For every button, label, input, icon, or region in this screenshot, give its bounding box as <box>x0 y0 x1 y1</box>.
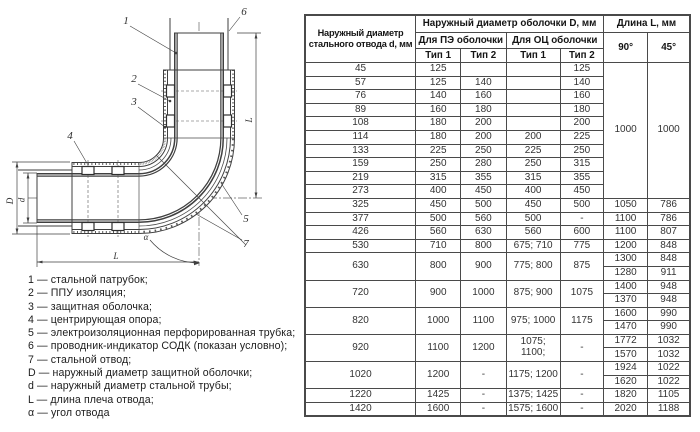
cell-pe-type2: 800 <box>461 239 506 253</box>
legend-item: 3 — защитная оболочка; <box>28 300 153 313</box>
cell-pe-type1: 225 <box>416 144 461 158</box>
header-pe-casing: Для ПЭ оболочки <box>416 33 506 49</box>
cell-oc-type2: 775 <box>560 239 603 253</box>
cell-oc-type1: 560 <box>506 226 560 240</box>
label-L-horizontal: L <box>113 251 119 261</box>
label-alpha: α <box>143 232 149 242</box>
cell-oc-type1: 975; 1000 <box>506 307 560 334</box>
cell-pe-type1: 400 <box>416 185 461 199</box>
cell-l90: 1924 <box>604 362 648 376</box>
cell-oc-type2: 250 <box>560 144 603 158</box>
cell-pe-type2: 355 <box>461 171 506 185</box>
header-angle-90: 90° <box>604 33 648 63</box>
label-d: d <box>16 197 27 203</box>
cell-l45: 1188 <box>648 402 690 416</box>
cell-oc-type1: 775; 800 <box>506 253 560 280</box>
table-row <box>305 212 690 226</box>
cell-oc-type2: 180 <box>560 103 603 117</box>
cell-d: 720 <box>305 280 416 307</box>
legend-item: 2 — ППУ изоляция; <box>28 287 126 300</box>
cell-d: 377 <box>305 212 416 226</box>
legend-item: D — наружный диаметр защитной оболочки; <box>28 367 253 380</box>
cell-oc-type1: 200 <box>506 130 560 144</box>
cell-l45: 807 <box>648 226 690 240</box>
table-row <box>305 402 690 416</box>
cell-d: 108 <box>305 117 416 131</box>
callout-2: 2 <box>131 73 137 85</box>
cell-oc-type2: - <box>560 402 603 416</box>
cell-oc-type1: 1175; 1200 <box>506 362 560 389</box>
cell-pe-type2: 160 <box>461 90 506 104</box>
cell-pe-type2: 500 <box>461 198 506 212</box>
cell-oc-type1: 400 <box>506 185 560 199</box>
header-steel-diameter: Наружный диаметр стального отвода d, мм <box>305 15 416 63</box>
cell-oc-type2: - <box>560 212 603 226</box>
cell-oc-type2: 200 <box>560 117 603 131</box>
cell-l90: 1200 <box>604 239 648 253</box>
callout-4: 4 <box>67 130 73 142</box>
label-D: D <box>5 197 15 205</box>
cell-oc-type1 <box>506 103 560 117</box>
cell-l90: 1820 <box>604 389 648 403</box>
legend <box>28 274 295 420</box>
cell-d: 426 <box>305 226 416 240</box>
cell-l90: 1772 <box>604 334 648 348</box>
cell-pe-type1: 250 <box>416 158 461 172</box>
cell-d: 76 <box>305 90 416 104</box>
cell-pe-type1: 450 <box>416 198 461 212</box>
cell-pe-type2: 560 <box>461 212 506 226</box>
dimension-L-vertical <box>237 33 261 198</box>
cell-l90: 1370 <box>604 294 648 308</box>
cell-d: 1020 <box>305 362 416 389</box>
cell-oc-type1: 1375; 1425 <box>506 389 560 403</box>
cell-pe-type2: 200 <box>461 130 506 144</box>
cell-oc-type2: 160 <box>560 90 603 104</box>
cell-l45: 911 <box>648 266 690 280</box>
cell-pe-type2: 180 <box>461 103 506 117</box>
cell-pe-type2: - <box>461 362 506 389</box>
cell-oc-type2: 500 <box>560 198 603 212</box>
cell-oc-type2: 875 <box>560 253 603 280</box>
cell-pe-type1: 180 <box>416 117 461 131</box>
table-row <box>305 198 690 212</box>
cell-pe-type1: 1600 <box>416 402 461 416</box>
callout-5: 5 <box>243 213 249 225</box>
header-oc-type1: Тип 1 <box>506 49 560 63</box>
legend-item: L — длина плеча отвода; <box>28 393 154 406</box>
cell-pe-type1: 180 <box>416 130 461 144</box>
cell-oc-type1: 875; 900 <box>506 280 560 307</box>
cell-l45: 848 <box>648 253 690 267</box>
cell-d: 114 <box>305 130 416 144</box>
cell-l90: 1470 <box>604 321 648 335</box>
cell-d: 159 <box>305 158 416 172</box>
cell-l90: 1400 <box>604 280 648 294</box>
table-header <box>305 15 690 63</box>
cell-l45: 990 <box>648 307 690 321</box>
cell-l90: 1050 <box>604 198 648 212</box>
cell-d: 219 <box>305 171 416 185</box>
cell-l90: 1600 <box>604 307 648 321</box>
table-body <box>305 63 690 417</box>
header-oc-casing: Для ОЦ оболочки <box>506 33 604 49</box>
cell-l45: 948 <box>648 280 690 294</box>
header-pe-type1: Тип 1 <box>416 49 461 63</box>
dimension-table-wrap <box>304 14 691 417</box>
angle-alpha <box>150 240 200 265</box>
cell-l45: 948 <box>648 294 690 308</box>
cell-pe-type1: 900 <box>416 280 461 307</box>
cell-oc-type2: - <box>560 334 603 361</box>
cell-pe-type2: - <box>461 402 506 416</box>
table-row <box>305 253 690 267</box>
cell-l90: 1280 <box>604 266 648 280</box>
cell-oc-type2: - <box>560 362 603 389</box>
cell-pe-type2: 140 <box>461 76 506 90</box>
cell-pe-type1: 1000 <box>416 307 461 334</box>
cell-oc-type2: 355 <box>560 171 603 185</box>
cell-l45: 786 <box>648 212 690 226</box>
legend-item: 4 — центрирующая опора; <box>28 313 162 326</box>
dimension-table <box>304 14 691 417</box>
cell-l90: 1570 <box>604 348 648 362</box>
table-row <box>305 63 690 77</box>
header-casing-diameter-group: Наружный диаметр оболочки D, мм <box>416 15 604 33</box>
cell-l45: 1032 <box>648 348 690 362</box>
cell-pe-type1: 500 <box>416 212 461 226</box>
cell-oc-type2: - <box>560 389 603 403</box>
cell-oc-type2: 140 <box>560 76 603 90</box>
cell-pe-type1: 125 <box>416 76 461 90</box>
cell-d: 325 <box>305 198 416 212</box>
cell-oc-type2: 1175 <box>560 307 603 334</box>
cell-pe-type2 <box>461 63 506 77</box>
cell-oc-type1 <box>506 90 560 104</box>
cell-pe-type1: 160 <box>416 103 461 117</box>
cell-l90: 1620 <box>604 375 648 389</box>
table-row <box>305 307 690 321</box>
cell-d: 630 <box>305 253 416 280</box>
cell-pe-type2: 280 <box>461 158 506 172</box>
cell-pe-type2: 450 <box>461 185 506 199</box>
cell-pe-type1: 1200 <box>416 362 461 389</box>
cell-oc-type1 <box>506 76 560 90</box>
header-oc-type2: Тип 2 <box>560 49 603 63</box>
cell-pe-type1: 315 <box>416 171 461 185</box>
cell-oc-type1: 225 <box>506 144 560 158</box>
cell-l45: 1000 <box>648 63 690 199</box>
cell-pe-type1: 800 <box>416 253 461 280</box>
table-row <box>305 389 690 403</box>
cell-d: 133 <box>305 144 416 158</box>
cell-oc-type2: 225 <box>560 130 603 144</box>
cell-l45: 848 <box>648 239 690 253</box>
cell-pe-type2: 900 <box>461 253 506 280</box>
cell-oc-type1: 315 <box>506 171 560 185</box>
cell-d: 1420 <box>305 402 416 416</box>
cell-pe-type2: - <box>461 389 506 403</box>
cell-pe-type1: 710 <box>416 239 461 253</box>
cell-oc-type1 <box>506 117 560 131</box>
callout-7: 7 <box>243 238 249 250</box>
cell-pe-type2: 630 <box>461 226 506 240</box>
cell-d: 530 <box>305 239 416 253</box>
cell-d: 45 <box>305 63 416 77</box>
cell-oc-type1 <box>506 63 560 77</box>
cell-oc-type2: 600 <box>560 226 603 240</box>
cell-l90: 1300 <box>604 253 648 267</box>
cell-l90: 1000 <box>604 63 648 199</box>
cell-oc-type1: 1075; 1100; <box>506 334 560 361</box>
cell-d: 57 <box>305 76 416 90</box>
cell-d: 820 <box>305 307 416 334</box>
table-row <box>305 239 690 253</box>
cell-l90: 2020 <box>604 402 648 416</box>
cell-d: 89 <box>305 103 416 117</box>
cell-l45: 1032 <box>648 334 690 348</box>
cell-l90: 1100 <box>604 226 648 240</box>
callout-1: 1 <box>123 15 129 27</box>
cell-l45: 1022 <box>648 375 690 389</box>
legend-item: 1 — стальной патрубок; <box>28 274 148 286</box>
legend-item: d — наружный диаметр стальной трубы; <box>28 380 232 393</box>
cell-pe-type1: 140 <box>416 90 461 104</box>
cell-l45: 1022 <box>648 362 690 376</box>
cell-pe-type1: 1100 <box>416 334 461 361</box>
cell-oc-type1: 500 <box>506 212 560 226</box>
cell-l45: 990 <box>648 321 690 335</box>
cell-d: 1220 <box>305 389 416 403</box>
cell-d: 920 <box>305 334 416 361</box>
table-row <box>305 280 690 294</box>
cell-d: 273 <box>305 185 416 199</box>
callout-6: 6 <box>241 6 247 18</box>
cell-pe-type2: 1000 <box>461 280 506 307</box>
table-row <box>305 334 690 348</box>
cell-pe-type2: 200 <box>461 117 506 131</box>
table-row <box>305 226 690 240</box>
cell-l45: 786 <box>648 198 690 212</box>
cell-oc-type2: 1075 <box>560 280 603 307</box>
cell-pe-type2: 250 <box>461 144 506 158</box>
cell-oc-type2: 125 <box>560 63 603 77</box>
cell-oc-type2: 315 <box>560 158 603 172</box>
cell-oc-type1: 675; 710 <box>506 239 560 253</box>
legend-item: α — угол отвода <box>28 406 110 419</box>
legend-item: 6 — проводник-индикатор СОДК (показан условно); <box>28 340 288 353</box>
elbow-drawing <box>0 0 302 272</box>
legend-item: 7 — стальной отвод; <box>28 353 132 366</box>
cell-pe-type1: 125 <box>416 63 461 77</box>
header-length-group: Длина L, мм <box>604 15 690 33</box>
cell-oc-type2: 450 <box>560 185 603 199</box>
cell-oc-type1: 1575; 1600 <box>506 402 560 416</box>
cell-pe-type2: 1100 <box>461 307 506 334</box>
cell-pe-type2: 1200 <box>461 334 506 361</box>
header-pe-type2: Тип 2 <box>461 49 506 63</box>
table-row <box>305 362 690 376</box>
cell-l45: 1105 <box>648 389 690 403</box>
header-angle-45: 45° <box>648 33 690 63</box>
cell-oc-type1: 250 <box>506 158 560 172</box>
callout-3: 3 <box>131 96 137 108</box>
label-L-vertical: L <box>244 117 254 123</box>
cell-pe-type1: 1425 <box>416 389 461 403</box>
legend-item: 5 — электроизоляционная перфорированная трубка; <box>28 327 296 340</box>
cell-pe-type1: 560 <box>416 226 461 240</box>
cell-oc-type1: 450 <box>506 198 560 212</box>
cell-l90: 1100 <box>604 212 648 226</box>
